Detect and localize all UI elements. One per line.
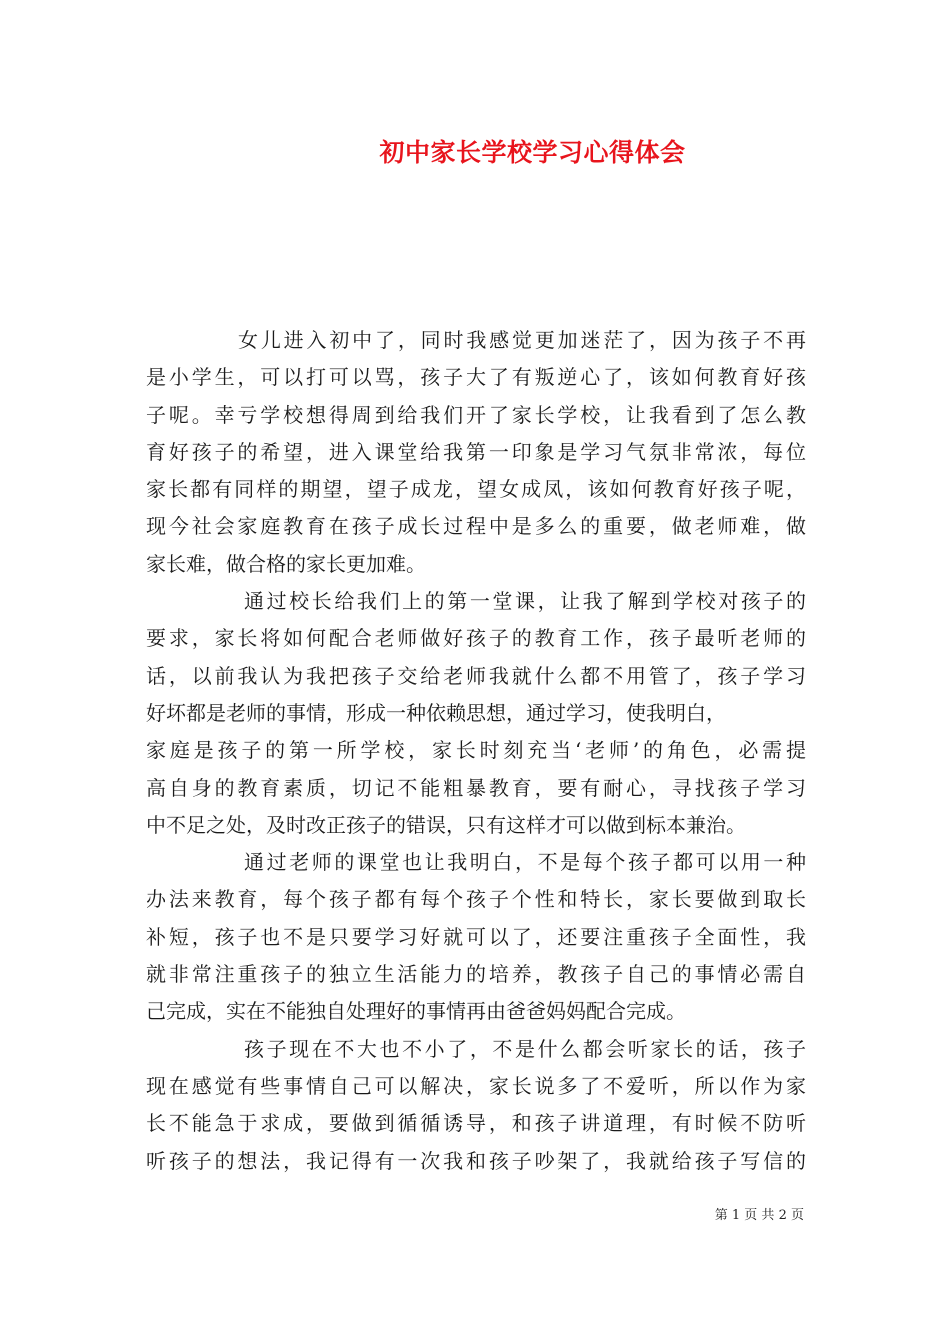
text-line: 中不足之处，及时改正孩子的错误，只有这样才可以做到标本兼治。 <box>146 812 746 837</box>
text-line: 办法来教育，每个孩子都有每个孩子个性和特长，家长要做到取长 <box>146 887 806 912</box>
text-line: 子呢。幸亏学校想得周到给我们开了家长学校，让我看到了怎么教 <box>146 402 806 427</box>
footer-suffix: 页 <box>790 1208 804 1223</box>
document-body <box>146 322 806 1180</box>
paragraph <box>146 844 806 1030</box>
text-line: 话，以前我认为我把孩子交给老师我就什么都不用管了，孩子学习 <box>146 663 806 688</box>
paragraph <box>146 322 806 583</box>
text-line: 通过校长给我们上的第一堂课，让我了解到学校对孩子的 <box>244 589 806 614</box>
text-line: 现在感觉有些事情自己可以解决，家长说多了不爱听，所以作为家 <box>146 1073 806 1098</box>
text-line: 家长难，做合格的家长更加难。 <box>146 551 426 576</box>
text-line: 高自身的教育素质，切记不能粗暴教育，要有耐心，寻找孩子学习 <box>146 775 806 800</box>
text-line: 女儿进入初中了，同时我感觉更加迷茫了，因为孩子不再 <box>238 328 806 352</box>
text-line: 孩子现在不大也不小了，不是什么都会听家长的话，孩子 <box>244 1036 806 1061</box>
text-line: 通过老师的课堂也让我明白，不是每个孩子都可以用一种 <box>244 850 806 875</box>
document-title: 初中家长学校学习心得体会 <box>379 138 686 167</box>
text-line: 好坏都是老师的事情，形成一种依赖思想，通过学习，使我明白， <box>146 700 726 725</box>
paragraph <box>146 1031 806 1180</box>
footer-prefix: 第 <box>714 1208 728 1223</box>
text-line: 己完成，实在不能独自处理好的事情再由爸爸妈妈配合完成。 <box>146 999 686 1024</box>
text-line: 就非常注重孩子的独立生活能力的培养，教孩子自己的事情必需自 <box>146 962 806 987</box>
text-line: 是小学生，可以打可以骂，孩子大了有叛逆心了，该如何教育好孩 <box>146 365 806 390</box>
text-line: 听孩子的想法，我记得有一次我和孩子吵架了，我就给孩子写信的 <box>146 1148 806 1173</box>
text-line: 家庭是孩子的第一所学校，家长时刻充当‘老师’的角色，必需提 <box>146 738 806 763</box>
text-line: 补短，孩子也不是只要学习好就可以了，还要注重孩子全面性，我 <box>146 924 806 949</box>
text-line: 育好孩子的希望，进入课堂给我第一印象是学习气氛非常浓，每位 <box>146 439 806 464</box>
text-line: 要求，家长将如何配合老师做好孩子的教育工作，孩子最听老师的 <box>146 626 806 651</box>
footer-total-pages: 2 <box>778 1208 787 1223</box>
text-line: 长不能急于求成，要做到循循诱导，和孩子讲道理，有时候不防听 <box>146 1111 806 1136</box>
text-line: 家长都有同样的期望，望子成龙，望女成凤，该如何教育好孩子呢， <box>146 477 806 502</box>
footer-middle: 页 共 <box>744 1208 775 1223</box>
footer-page-number: 1 <box>731 1208 741 1223</box>
page-footer <box>715 1204 804 1223</box>
paragraph <box>146 583 806 844</box>
text-line: 现今社会家庭教育在孩子成长过程中是多么的重要，做老师难，做 <box>146 514 806 539</box>
